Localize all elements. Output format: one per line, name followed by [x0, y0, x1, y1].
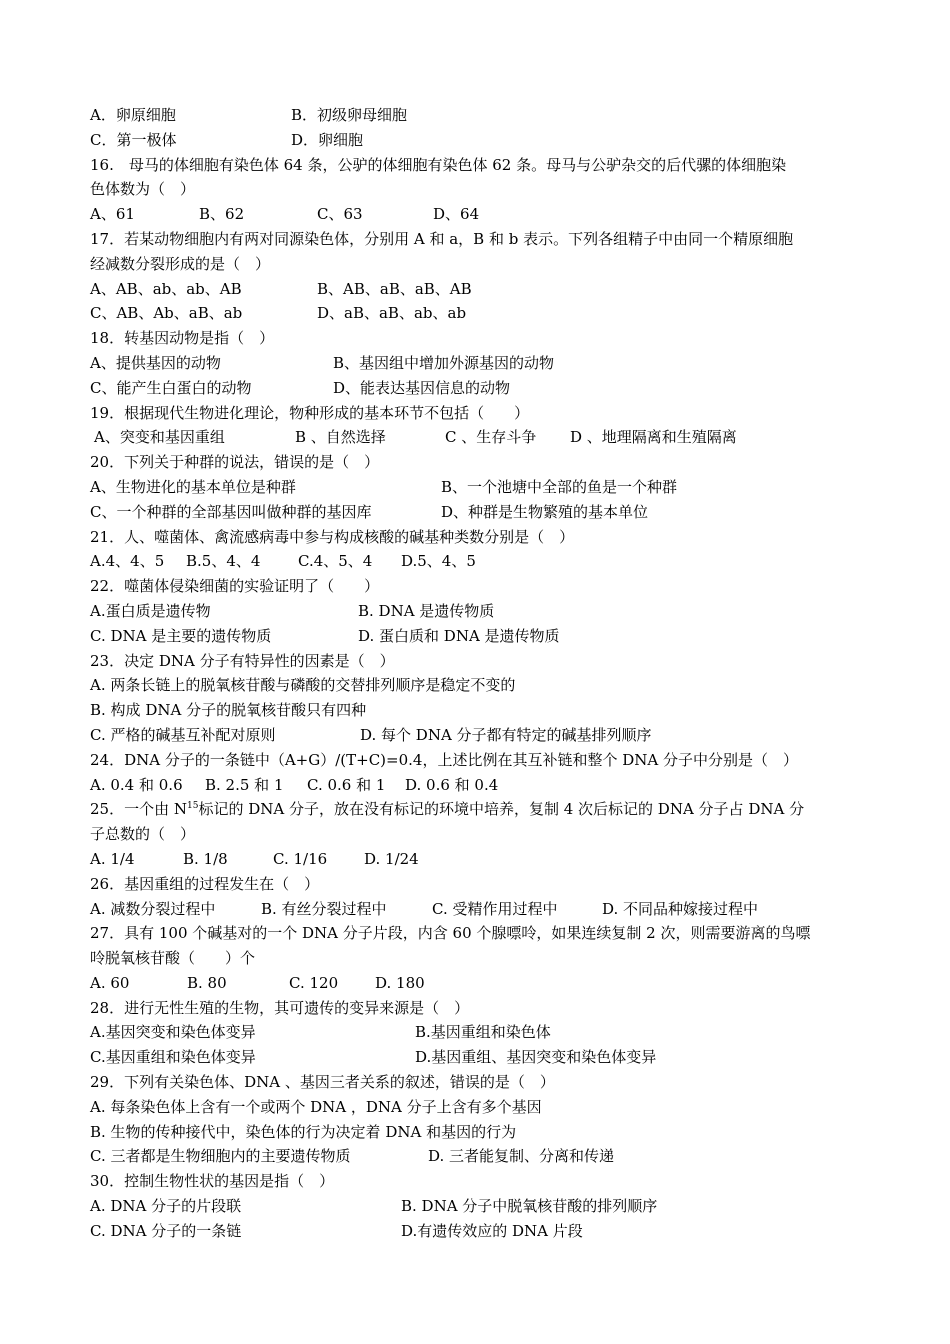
option-row [90, 897, 870, 922]
option-c: C. DNA 分子的一条链 [90, 1221, 242, 1240]
option-row [90, 971, 870, 996]
option-a: A.蛋白质是遗传物 [90, 601, 211, 620]
option-a: A. 0.4 和 0.6 [90, 775, 183, 794]
question-stem: 24．DNA 分子的一条链中（A+G）/(T+C)=0.4，上述比例在其互补链和整个 DNA 分子中分别是（ ） [90, 750, 798, 769]
option-row [90, 128, 870, 153]
option-d: D．卵细胞 [291, 130, 364, 149]
option-row [90, 103, 870, 128]
option-d: D.5、4、5 [401, 552, 476, 571]
question-stem [90, 797, 870, 822]
option-c: C. 0.6 和 1 [307, 775, 386, 794]
question-stem: 26．基因重组的过程发生在（ ） [90, 874, 320, 893]
question-stem: 29．下列有关染色体、DNA 、基因三者关系的叙述，错误的是（ ） [90, 1073, 555, 1092]
option-row [90, 549, 870, 574]
option-c: C. 受精作用过程中 [432, 899, 558, 918]
exam-page [90, 103, 870, 1244]
option-d: D. 蛋白质和 DNA 是遗传物质 [358, 626, 560, 645]
option-c: C. DNA 是主要的遗传物质 [90, 626, 272, 645]
option-row [90, 277, 870, 302]
option-row [90, 1020, 870, 1045]
option-d: D 、地理隔离和生殖隔离 [570, 428, 737, 447]
option-a: A.4、4、5 [90, 552, 165, 571]
option-a: A. DNA 分子的片段联 [90, 1197, 242, 1216]
option-row [90, 376, 870, 401]
option-c: C. 120 [289, 973, 339, 992]
question-stem: 19．根据现代生物进化理论，物种形成的基本环节不包括（ ） [90, 403, 530, 422]
option-a: A. 60 [90, 973, 130, 992]
option-b: B. 生物的传种接代中，染色体的行为决定着 DNA 和基因的行为 [90, 1122, 517, 1141]
option-c: C.基因重组和染色体变异 [90, 1048, 256, 1067]
option-row [90, 500, 870, 525]
option-b: B、一个池塘中全部的鱼是一个种群 [441, 477, 678, 496]
option-row [90, 1219, 870, 1244]
question-stem: 27．具有 100 个碱基对的一个 DNA 分子片段，内含 60 个腺嘌呤，如果连续复制 2 次，则需要游离的鸟嘌 [90, 924, 811, 943]
option-row [90, 475, 870, 500]
option-row [90, 1144, 870, 1169]
option-d: D.基因重组、基因突变和染色体变异 [415, 1048, 657, 1067]
option-row [90, 599, 870, 624]
option-c: C 、生存斗争 [445, 428, 537, 447]
question-stem: 22．噬菌体侵染细菌的实验证明了（ ） [90, 577, 380, 596]
option-d: D、64 [433, 205, 480, 224]
option-row [90, 202, 870, 227]
option-d: D.有遗传效应的 DNA 片段 [401, 1221, 583, 1240]
option-d: D. 0.6 和 0.4 [405, 775, 499, 794]
question-stem: 色体数为（ ） [90, 180, 196, 199]
option-a: A、突变和基因重组 [94, 428, 225, 447]
option-a: A. 1/4 [90, 849, 135, 868]
option-c: C、63 [317, 205, 363, 224]
option-b: B、基因组中增加外源基因的动物 [333, 353, 555, 372]
option-d: D、aB、aB、ab、ab [317, 304, 467, 323]
question-stem: 23．决定 DNA 分子有特异性的因素是（ ） [90, 651, 395, 670]
question-stem: 17．若某动物细胞内有两对同源染色体，分别用 A 和 a，B 和 b 表示。下列各组精子中由同一个精原细胞 [90, 229, 794, 248]
option-c: C、一个种群的全部基因叫做种群的基因库 [90, 502, 372, 521]
option-a: A.基因突变和染色体变异 [90, 1023, 256, 1042]
option-row [90, 847, 870, 872]
option-d: D. 三者能复制、分离和传递 [428, 1147, 615, 1166]
option-b: B. 构成 DNA 分子的脱氧核苷酸只有四种 [90, 701, 367, 720]
option-row [90, 1194, 870, 1219]
question-stem: 21．人、噬菌体、禽流感病毒中参与构成核酸的碱基种类数分别是（ ） [90, 527, 575, 546]
option-b: B. 1/8 [183, 849, 228, 868]
option-row [90, 773, 870, 798]
option-b: B. DNA 是遗传物质 [358, 601, 495, 620]
option-a: A．卵原细胞 [90, 106, 176, 124]
option-a: A、提供基因的动物 [90, 353, 221, 372]
option-c: C.4、5、4 [298, 552, 373, 571]
option-c: C、AB、Ab、aB、ab [90, 304, 243, 323]
option-d: D. 1/24 [364, 849, 419, 868]
option-b: B. 有丝分裂过程中 [261, 899, 387, 918]
option-b: B、62 [199, 205, 245, 224]
option-d: D. 180 [375, 973, 425, 992]
option-b: B．初级卵母细胞 [291, 106, 408, 124]
option-b: B. DNA 分子中脱氧核苷酸的排列顺序 [401, 1197, 658, 1216]
option-a: A. 减数分裂过程中 [90, 899, 216, 918]
question-stem: 16. 母马的体细胞有染色体 64 条，公驴的体细胞有染色体 62 条。母马与公驴杂交的后代骡的体细胞染 [90, 155, 787, 174]
option-d: D. 每个 DNA 分子都有特定的碱基排列顺序 [360, 725, 652, 744]
option-c: C. 严格的碱基互补配对原则 [90, 725, 276, 744]
option-b: B 、自然选择 [295, 428, 386, 447]
question-stem: 28．进行无性生殖的生物，其可遗传的变异来源是（ ） [90, 998, 470, 1017]
option-a: A、AB、ab、ab、AB [90, 279, 242, 298]
option-b: B. 2.5 和 1 [205, 775, 284, 794]
question-stem: 子总数的（ ） [90, 825, 196, 844]
stem-text: 标记的 DNA 分子，放在没有标记的环境中培养，复制 4 次后标记的 DNA 分子占 DNA 分 [198, 800, 805, 819]
option-a: A. 每条染色体上含有一个或两个 DNA ，DNA 分子上含有多个基因 [90, 1097, 542, 1116]
question-stem: 18．转基因动物是指（ ） [90, 329, 275, 348]
option-c: C、能产生白蛋白的动物 [90, 378, 252, 397]
option-c: C. 1/16 [273, 849, 328, 868]
stem-text: 25．一个由 N [90, 800, 187, 819]
option-d: D、种群是生物繁殖的基本单位 [441, 502, 649, 521]
option-a: A. 两条长链上的脱氧核苷酸与磷酸的交替排列顺序是稳定不变的 [90, 676, 516, 695]
option-c: C．第一极体 [90, 130, 177, 149]
option-c: C. 三者都是生物细胞内的主要遗传物质 [90, 1147, 351, 1166]
option-row [90, 351, 870, 376]
option-row [90, 723, 870, 748]
question-stem: 20．下列关于种群的说法，错误的是（ ） [90, 453, 380, 472]
option-d: D. 不同品种嫁接过程中 [602, 899, 759, 918]
option-a: A、生物进化的基本单位是种群 [90, 477, 296, 496]
option-row [90, 1045, 870, 1070]
option-row [90, 425, 870, 450]
option-b: B. 80 [187, 973, 227, 992]
question-stem: 呤脱氧核苷酸（ ）个 [90, 949, 256, 968]
question-stem: 经减数分裂形成的是（ ） [90, 254, 271, 273]
option-a: A、61 [90, 205, 135, 224]
isotope-superscript: 15 [186, 801, 199, 812]
option-b: B.基因重组和染色体 [415, 1023, 551, 1042]
option-b: B、AB、aB、aB、AB [317, 279, 472, 298]
option-b: B.5、4、4 [186, 552, 261, 571]
question-stem: 30．控制生物性状的基因是指（ ） [90, 1172, 335, 1191]
option-row [90, 301, 870, 326]
option-d: D、能表达基因信息的动物 [333, 378, 511, 397]
option-row [90, 624, 870, 649]
